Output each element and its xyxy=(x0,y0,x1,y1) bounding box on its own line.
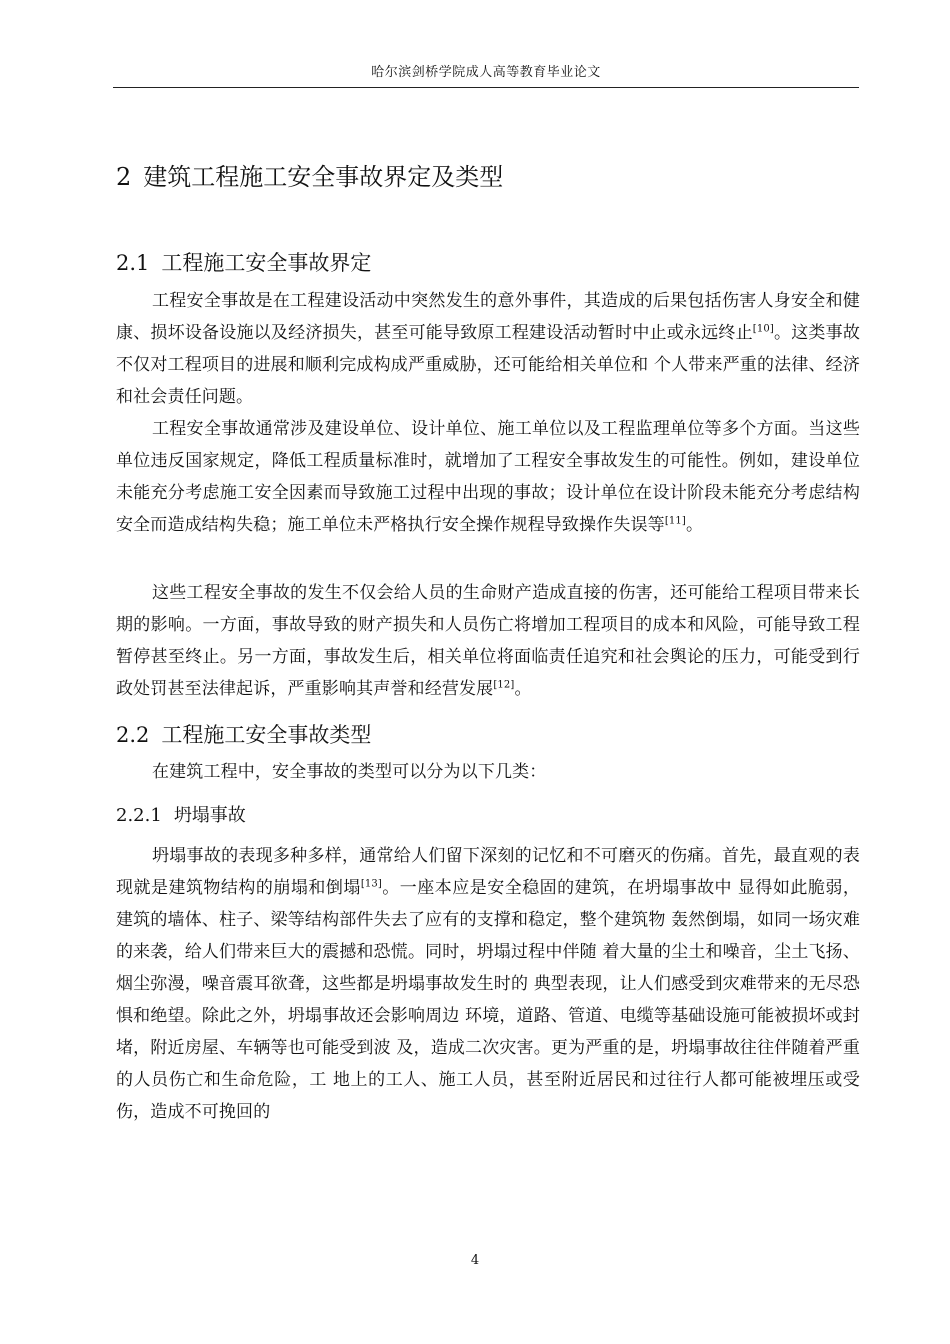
citation-ref: [11] xyxy=(664,515,686,527)
paragraph-text: 。这类事故不仅对工程项目的进展和顺利完成构成严重威胁，还可能给相关单位和 个人带来严重的法律、经济和社会责任问题。 xyxy=(116,323,860,407)
paragraph xyxy=(116,840,860,1128)
paragraph xyxy=(116,577,860,705)
paragraph-text: 工程安全事故是在工程建设活动中突然发生的意外事件，其造成的后果包括伤害人身安全和健康、损坏设备设施以及经济损失，甚至可能导致原工程建设活动暂时中止或永远终止 xyxy=(116,291,860,343)
citation-ref: [13] xyxy=(360,878,382,890)
chapter-number: 2 xyxy=(116,163,132,191)
paragraph-text: 。 xyxy=(685,515,704,535)
page-number: 4 xyxy=(470,1253,480,1268)
paragraph-text: 。一座本应是安全稳固的建筑，在坍塌事故中 显得如此脆弱，建筑的墙体、柱子、梁等结构部件失去了应有的支撑和稳定，整个建筑物 轰然倒塌，如同一场灾难的来袭，给人们带来巨大的震撼和恐慌。同时，坍塌过程中伴随 着大量的尘土和噪音，尘土飞扬、烟尘弥漫，噪音震耳欲聋，这些都是坍塌事故发生时的 典型表现，让人们感受到灾难带来的无尽恐惧和绝望。除此之外，坍塌事故还会影响周边 环境，道路、管道、电缆等基础设施可能被损坏或封堵，附近房屋、车辆等也可能受到波 及，造成二次灾害。更为严重的是，坍塌事故往往伴随着严重的人员伤亡和生命危险，工 地上的工人、施工人员，甚至附近居民和过往行人都可能被埋压或受伤，造成不可挽回的 xyxy=(116,878,860,1122)
subsection-number: 2.2.1 xyxy=(116,805,162,826)
citation-ref: [12] xyxy=(493,679,515,691)
section-number: 2.2 xyxy=(116,723,150,747)
subsection-title-text: 坍塌事故 xyxy=(173,805,246,826)
running-header: 哈尔滨剑桥学院成人高等教育毕业论文 xyxy=(371,65,601,80)
section-title-text: 工程施工安全事故界定 xyxy=(161,251,372,275)
paragraph xyxy=(116,756,860,788)
paragraph-text: 在建筑工程中，安全事故的类型可以分为以下几类： xyxy=(152,762,547,782)
citation-ref: [10] xyxy=(752,323,774,335)
paragraph-text: 。 xyxy=(514,679,532,699)
section-title-2-1 xyxy=(116,248,860,278)
subsection-title-2-2-1 xyxy=(116,803,860,829)
section-number: 2.1 xyxy=(116,251,150,275)
header-rule xyxy=(113,87,859,88)
paragraph-text: 工程安全事故通常涉及建设单位、设计单位、施工单位以及工程监理单位等多个方面。当这些单位违反国家规定，降低工程质量标准时，就增加了工程安全事故发生的可能性。例如，建设单位未能充分考虑施工安全因素而导致施工过程中出现的事故；设计单位在设计阶段未能充分考虑结构安全而造成结构失稳；施工单位未严格执行安全操作规程导致操作失误等 xyxy=(116,419,860,535)
paragraph xyxy=(116,285,860,413)
paragraph-text: 这些工程安全事故的发生不仅会给人员的生命财产造成直接的伤害，还可能给工程项目带来长期的影响。一方面，事故导致的财产损失和人员伤亡将增加工程项目的成本和风险，可能导致工程暂停甚至终止。另一方面，事故发生后，相关单位将面临责任追究和社会舆论的压力，可能受到行政处罚甚至法律起诉，严重影响其声誉和经营发展 xyxy=(116,583,860,699)
paragraph-text: 坍塌事故的表现多种多样，通常给人们留下深刻的记忆和不可磨灭的伤痛。首先，最直观的表现就是建筑物结构的崩塌和倒塌 xyxy=(116,846,860,898)
chapter-title-text: 建筑工程施工安全事故界定及类型 xyxy=(143,163,504,191)
section-title-2-2 xyxy=(116,720,860,750)
chapter-title xyxy=(116,160,860,194)
paragraph xyxy=(116,413,860,541)
section-title-text: 工程施工安全事故类型 xyxy=(161,723,372,747)
